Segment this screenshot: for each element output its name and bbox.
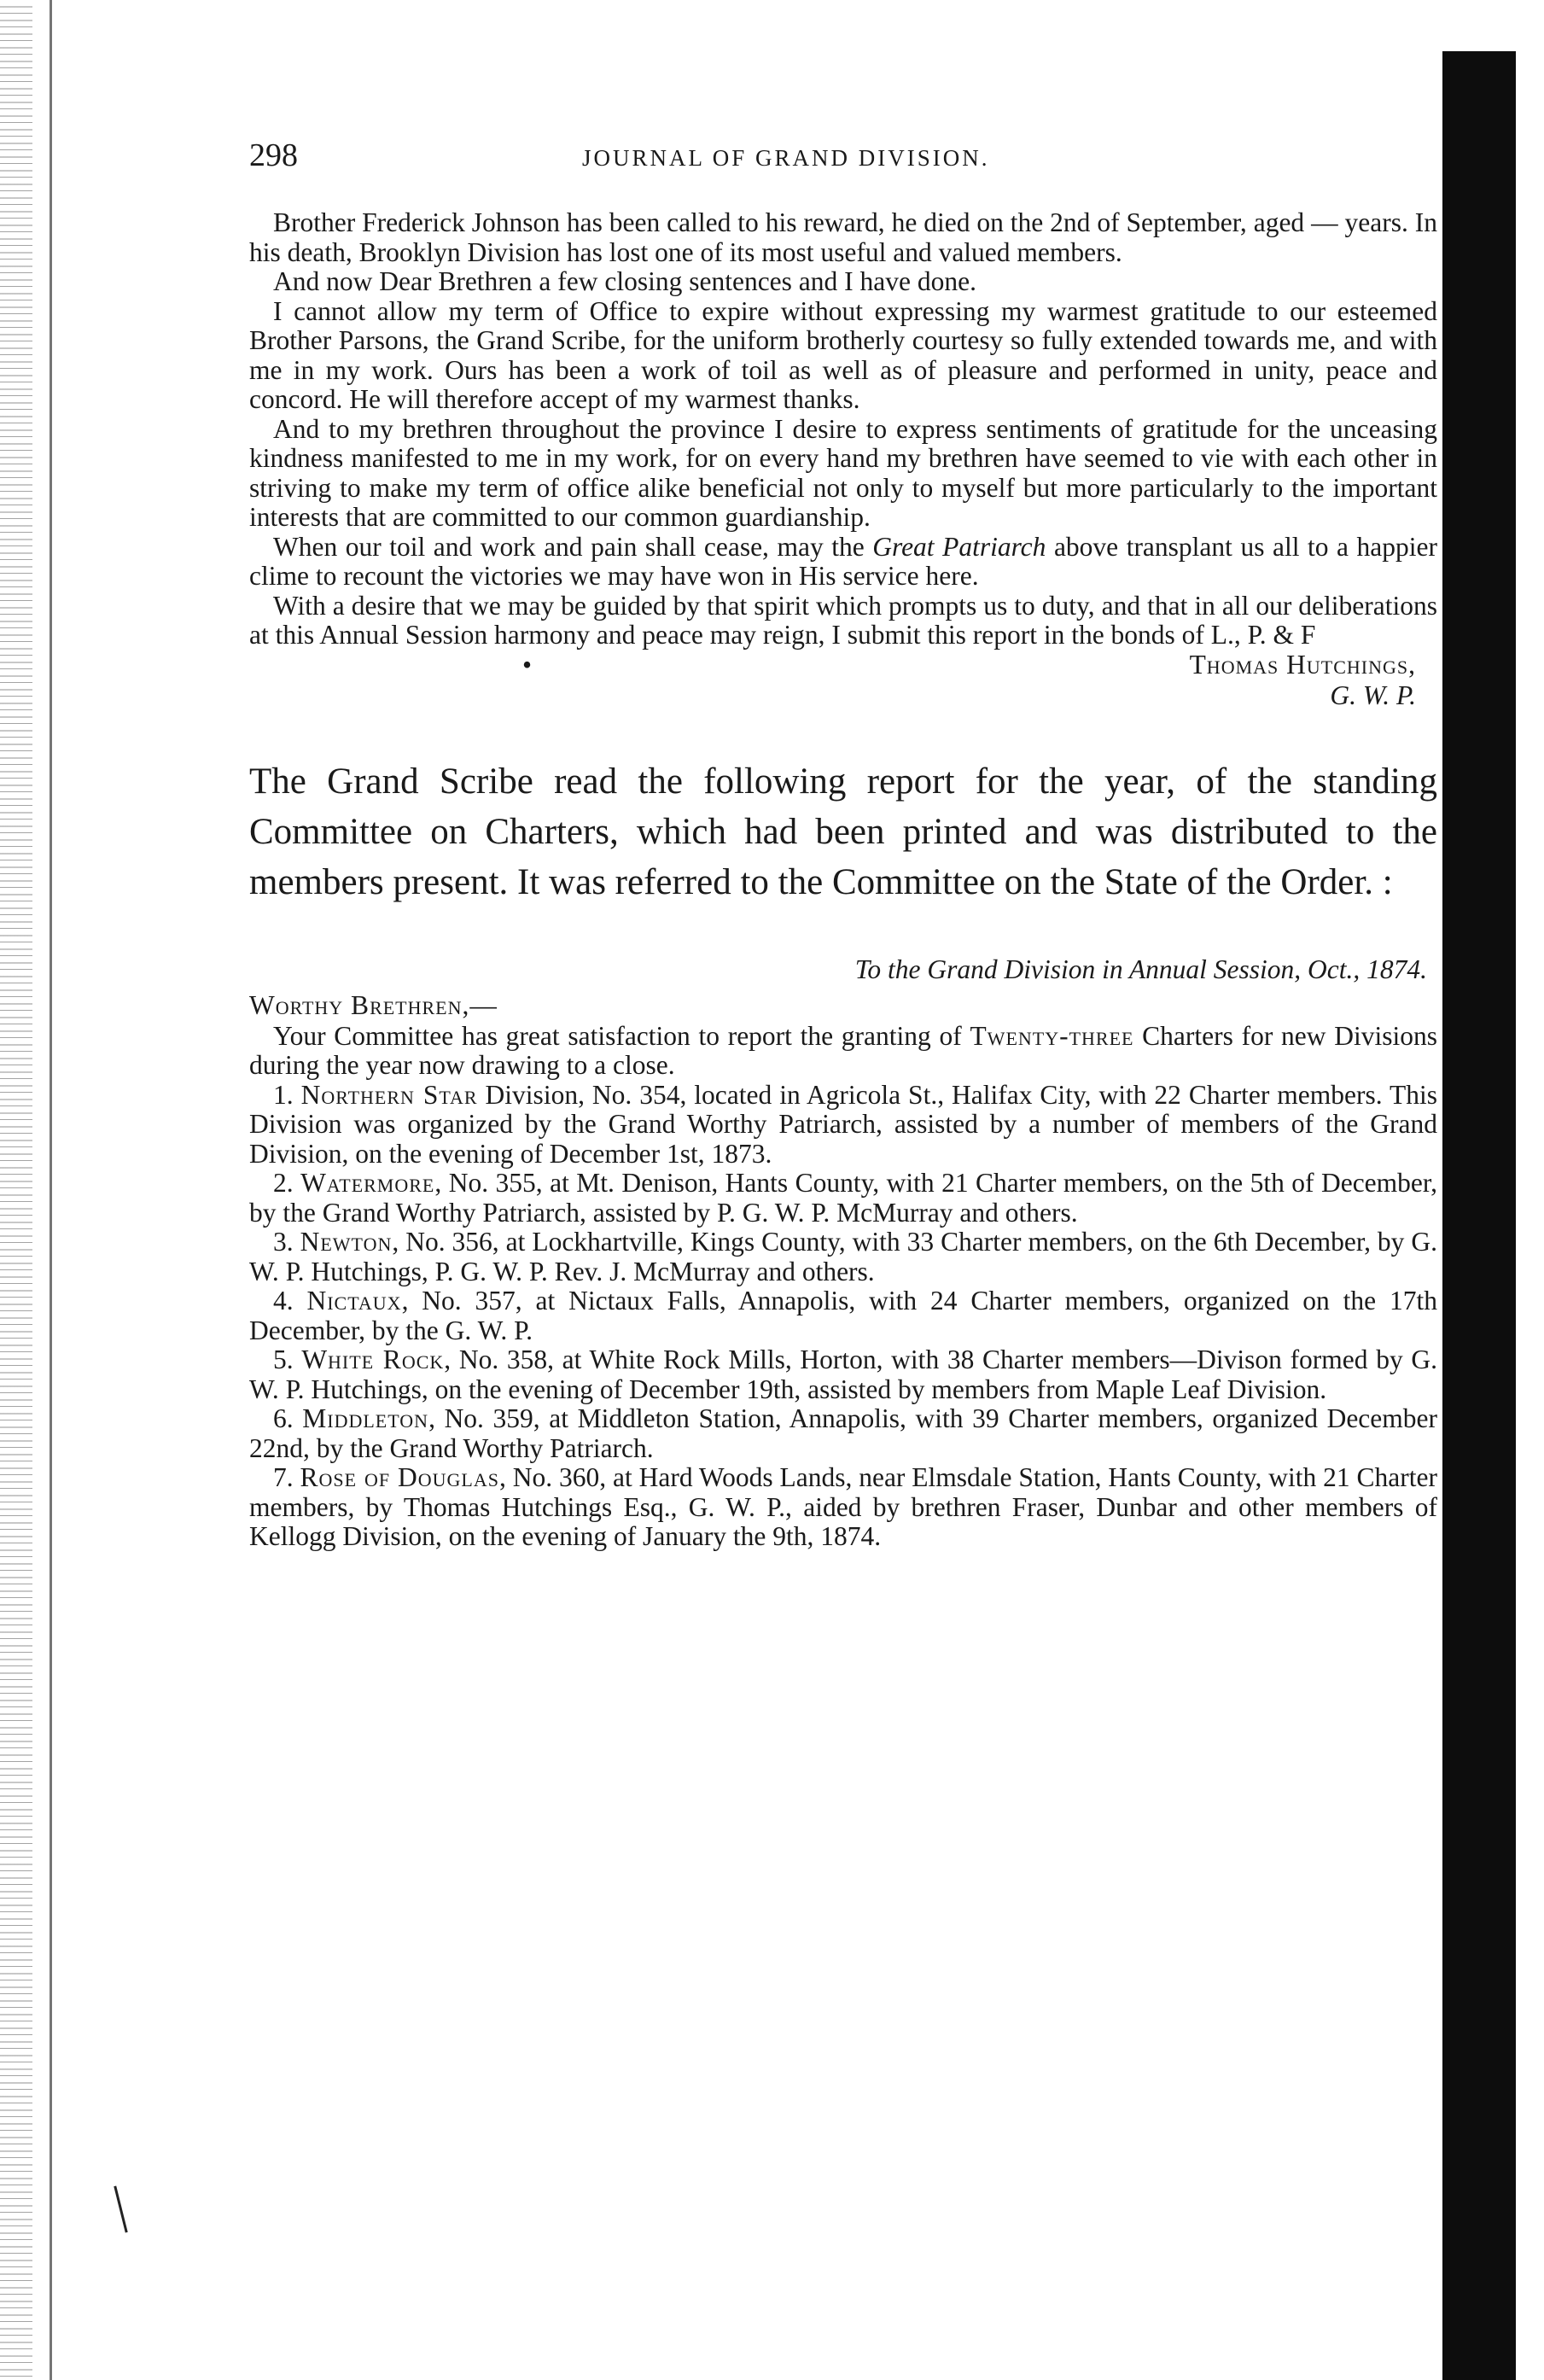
charter-details: , No. 359, at Middleton Station, Annapolis, with 39 Charter members, organized December 22nd, by the Grand Worthy Patriarch. bbox=[249, 1403, 1437, 1463]
division-name: Middleton bbox=[302, 1403, 429, 1433]
charter-details: , No. 357, at Nictaux Falls, Annapolis, with 24 Charter members, organized on the 17th December, by the G. W. P. bbox=[249, 1286, 1438, 1345]
charter-details: , No. 356, at Lockhartville, Kings County, with 33 Charter members, on the 6th December, by G. W. P. Hutchings, P. G. W. P. Rev. J. McMurray and others. bbox=[249, 1227, 1437, 1286]
charter-item bbox=[249, 1345, 1437, 1404]
charter-number: 4. bbox=[273, 1286, 294, 1315]
report-paragraph: And now Dear Brethren a few closing sentences and I have done. bbox=[273, 266, 976, 296]
gutter-line bbox=[50, 0, 52, 2380]
charter-details: , No. 358, at White Rock Mills, Horton, with 38 Charter members—Divison formed by G. W. P. Hutchings, on the evening of December 19th, assisted by members from Maple Leaf Division. bbox=[249, 1345, 1438, 1404]
report-closing: With a desire that we may be guided by that spirit which prompts us to duty, and that in all our deliberations at this Annual Session harmony and peace may reign, I submit this report in the bonds of L., P. & F bbox=[249, 590, 1437, 650]
scan-mark bbox=[114, 2185, 127, 2232]
charter-count: Twenty-three bbox=[970, 1020, 1134, 1051]
charter-details: , No. 355, at Mt. Denison, Hants County, with 21 Charter members, on the 5th of December, by the Grand Worthy Patriarch, assisted by P. G. W. P. McMurray and others. bbox=[249, 1168, 1437, 1228]
division-name: Newton bbox=[300, 1227, 393, 1257]
grand-scribe-intro: The Grand Scribe read the following report for the year, of the standing Committee on Charters, which had been printed and was distributed to the members present. It was referred to the Committee on the State of the Order. : bbox=[249, 761, 1437, 902]
charter-details: , No. 360, at Hard Woods Lands, near Elmsdale Station, Hants County, with 21 Charter members, by Thomas Hutchings Esq., G. W. P., aided by brethren Fraser, Dunbar and other members of Kellogg Division, on the evening of January the 9th, 1874. bbox=[249, 1462, 1437, 1551]
grand-worthy-patriarch-report bbox=[249, 208, 1437, 712]
division-name: Northern Star bbox=[300, 1079, 478, 1110]
division-name: White Rock bbox=[301, 1345, 445, 1374]
signature-title-line bbox=[249, 681, 1437, 712]
facing-page-edge bbox=[1516, 1332, 1544, 2380]
report-paragraph: And to my brethren throughout the province I desire to express sentiments of gratitude for the unceasing kindness manifested to me in my work, for on every hand my brethren have seemed to vie with each other in striving to make my term of office alike beneficial not only to myself but more particularly to the important interests that are committed to our common guardianship. bbox=[249, 413, 1437, 532]
report-paragraph: Brother Frederick Johnson has been called to his reward, he died on the 2nd of September, aged — years. In his death, Brooklyn Division has lost one of its most useful and valued members. bbox=[249, 207, 1437, 267]
page-content bbox=[249, 137, 1437, 1552]
charter-item bbox=[249, 1228, 1437, 1286]
salutation: Worthy Brethren,— bbox=[249, 989, 498, 1020]
signature-title: G. W. P. bbox=[1330, 680, 1416, 710]
report-paragraph bbox=[249, 533, 1437, 592]
charter-item bbox=[249, 1404, 1437, 1463]
addressee-line: To the Grand Division in Annual Session, Oct., 1874. bbox=[854, 954, 1427, 984]
charter-number: 3. bbox=[273, 1227, 294, 1257]
charter-item bbox=[249, 1463, 1437, 1552]
charter-number: 6. bbox=[273, 1403, 294, 1433]
running-head bbox=[249, 137, 1437, 188]
text-run: above transplant us all to a happier clime to recount the victories we may have won in His service here. bbox=[249, 531, 1437, 591]
book-spine-shadow bbox=[0, 0, 32, 2380]
charter-details: Division, No. 354, located in Agricola St., Halifax City, with 22 Charter members. This Division was organized by the Grand Worthy Patriarch, assisted by a number of members of the Grand Division, on the evening of December 1st, 1873. bbox=[249, 1079, 1437, 1169]
division-name: Rose of Douglas bbox=[300, 1462, 499, 1492]
scan-edge-shadow bbox=[1442, 51, 1516, 2380]
charter-item bbox=[249, 1081, 1437, 1170]
division-name: Nictaux bbox=[306, 1286, 402, 1315]
charter-number: 5. bbox=[273, 1345, 294, 1374]
report-paragraph: I cannot allow my term of Office to expire without expressing my warmest gratitude to our esteemed Brother Parsons, the Grand Scribe, for the uniform brotherly courtesy so fully extended towards me, and with me in my work. Ours has been a work of toil as well as of pleasure and performed in unity, peace and concord. He will therefore accept of my warmest thanks. bbox=[249, 295, 1437, 414]
division-name: Watermore bbox=[300, 1168, 435, 1198]
page-number: 298 bbox=[249, 137, 298, 173]
charter-item bbox=[249, 1169, 1437, 1228]
charter-number: 1. bbox=[273, 1079, 294, 1110]
text-run: Your Committee has great satisfaction to report the granting of bbox=[273, 1020, 970, 1051]
charter-number: 7. bbox=[273, 1462, 294, 1492]
committee-opening bbox=[249, 1022, 1437, 1081]
signature-name: Thomas Hutchings, bbox=[1189, 649, 1416, 680]
text-run: When our toil and work and pain shall cease, may the bbox=[273, 531, 873, 562]
text-run: Charters for new Divisions during the year now drawing to a close. bbox=[249, 1020, 1437, 1080]
charter-item bbox=[249, 1286, 1437, 1345]
charter-list bbox=[249, 1081, 1437, 1552]
bullet-mark: • bbox=[522, 649, 533, 680]
charter-number: 2. bbox=[273, 1168, 294, 1198]
journal-title: JOURNAL OF GRAND DIVISION. bbox=[582, 145, 990, 171]
great-patriarch-italic: Great Patriarch bbox=[872, 531, 1046, 562]
signature-line bbox=[249, 650, 1437, 681]
